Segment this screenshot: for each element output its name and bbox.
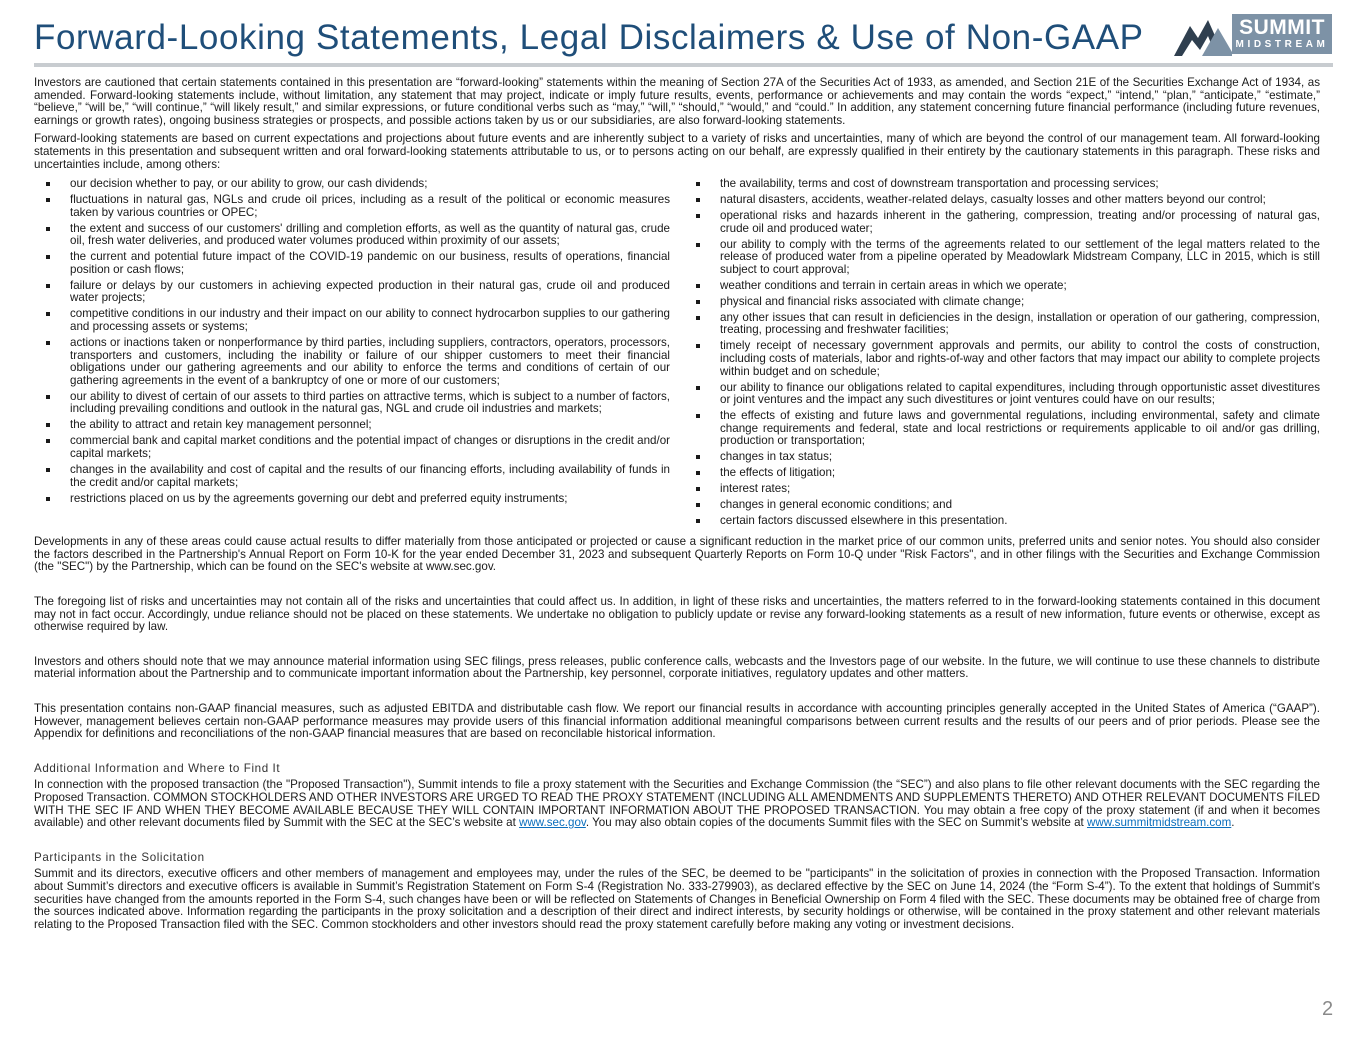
risk-list-caveat-paragraph: The foregoing list of risks and uncertainties may not contain all of the risks and uncertainties that could affect us. In addition, in light of these risks and uncertainties, the matters referred to in the forward-looking statements contained in this document may not in fact occur. Accordingly, undue reliance should not be placed on these statements. We undertake no obligation to publicly update or revise any forward-looking statements as a result of new information, future events or otherwise, except as otherwise required by law.: [34, 595, 1320, 634]
risk-item: changes in the availability and cost of capital and the results of our financing efforts, including availability of funds in the credit and/or capital markets;: [34, 464, 670, 489]
header-divider: [34, 63, 1333, 67]
risk-item: fluctuations in natural gas, NGLs and crude oil prices, including as a result of the political or economic measures taken by various countries or OPEC;: [34, 194, 670, 219]
risk-item: commercial bank and capital market conditions and the potential impact of changes or disruptions in the credit and/or capital markets;: [34, 435, 670, 460]
risk-item: operational risks and hazards inherent in the gathering, compression, treating and/or processing of natural gas, crude oil and produced water;: [684, 210, 1320, 235]
risk-item: interest rates;: [684, 483, 1320, 496]
closing-sections: [34, 536, 1320, 931]
developments-paragraph: Developments in any of these areas could cause actual results to differ materially from those anticipated or projected or cause a significant reduction in the market price of our common units, preferred units and senior notes. You should also consider the factors described in the Partnership's Annual Report on Form 10-K for the year ended December 31, 2023 and subsequent Quarterly Reports on Form 10-Q under "Risk Factors", and in other filings with the Securities and Exchange Commission (the "SEC") by the Partnership, which can be found on the SEC's website at www.sec.gov.: [34, 535, 1320, 574]
risk-item: physical and financial risks associated with climate change;: [684, 296, 1320, 309]
intro-paragraph: Forward-looking statements are based on current expectations and projections about future events and are inherently subject to a variety of risks and uncertainties, many of which are beyond the control of our management team. All forward-looking statements in this presentation and subsequent written and oral forward-looking statements attributable to us, or to persons acting on our behalf, are expressly qualified in their entirety by the cautionary statements in this paragraph. These risks and uncertainties include, among others:: [34, 132, 1320, 171]
non-gaap-paragraph: This presentation contains non-GAAP financial measures, such as adjusted EBITDA and distributable cash flow. We report our financial results in accordance with accounting principles generally accepted in the United States of America (“GAAP”). However, management believes certain non-GAAP performance measures may provide users of this financial information additional meaningful comparisons between current results and the results of our peers and of prior periods. Please see the Appendix for definitions and reconciliations of the non-GAAP financial measures that are based on reconcilable historical information.: [34, 702, 1320, 741]
summit-website-link[interactable]: www.summitmidstream.com: [1086, 816, 1232, 830]
risk-item: changes in general economic conditions; and: [684, 499, 1320, 512]
risk-item: any other issues that can result in deficiencies in the design, installation or operation of our gathering, compression, treating, processing and freshwater facilities;: [684, 312, 1320, 337]
sec-website-link[interactable]: www.sec.gov: [519, 816, 586, 830]
logo-name: SUMMIT: [1239, 16, 1325, 39]
risk-item: changes in tax status;: [684, 451, 1320, 464]
additional-info-paragraph: In connection with the proposed transaction (the "Proposed Transaction"), Summit intends to file a proxy statement with the Securities and Exchange Commission (the “SEC”) and also plans to file other relevant documents with the SEC regarding the Proposed Transaction. COMMON STOCKHOLDERS AND OTHER INVESTORS ARE URGED TO READ THE PROXY STATEMENT (INCLUDING ALL AMENDMENTS AND SUPPLEMENTS THERETO) AND OTHER RELEVANT DOCUMENTS FILED WITH THE SEC IF AND WHEN THEY BECOME AVAILABLE BECAUSE THEY WILL CONTAIN IMPORTANT INFORMATION ABOUT THE PROPOSED TRANSACTION. You may obtain a free copy of the proxy statement (if and when it becomes available) and other relevant documents filed by Summit with the SEC at the SEC’s website at www.sec.gov. You may also obtain copies of the documents Summit files with the SEC on Summit’s website at www.summitmidstream.com.: [34, 778, 1320, 830]
risk-list-right: [684, 178, 1320, 531]
page-title: Forward-Looking Statements, Legal Disclaimers & Use of Non-GAAP: [34, 18, 1144, 57]
risk-item: restrictions placed on us by the agreements governing our debt and preferred equity instruments;: [34, 493, 670, 506]
risk-item: timely receipt of necessary government approvals and permits, our ability to control the costs of construction, including costs of materials, labor and rights-of-way and other factors that may impact our ability to complete projects within budget and on schedule;: [684, 340, 1320, 378]
risk-item: our ability to finance our obligations related to capital expenditures, including through opportunistic asset divestitures or joint ventures and the impact any such divestitures or joint ventures could have on our results;: [684, 382, 1320, 407]
risk-item: the effects of litigation;: [684, 467, 1320, 480]
risk-item: the extent and success of our customers' drilling and completion efforts, as well as the quantity of natural gas, crude oil, fresh water deliveries, and produced water volumes produced within proximity of our assets;: [34, 223, 670, 248]
risk-list-left: [34, 178, 670, 531]
risk-item: our ability to comply with the terms of the agreements related to our settlement of the legal matters related to the release of produced water from a pipeline operated by Meadowlark Midstream Company, LLC in 2015, which is still subject to court approval;: [684, 239, 1320, 277]
risk-item: competitive conditions in our industry and their impact on our ability to connect hydrocarbon supplies to our gathering and processing assets or systems;: [34, 308, 670, 333]
risk-item: the ability to attract and retain key management personnel;: [34, 419, 670, 432]
risk-item: the availability, terms and cost of downstream transportation and processing services;: [684, 178, 1320, 191]
investor-channels-paragraph: Investors and others should note that we may announce material information using SEC filings, press releases, public conference calls, webcasts and the Investors page of our website. In the future, we will continue to use these channels to distribute material information about the Partnership and to communicate important information about the Partnership, key personnel, corporate initiatives, regulatory updates and other matters.: [34, 654, 1320, 681]
risk-item: the effects of existing and future laws and governmental regulations, including environmental, safety and climate change requirements and federal, state and local restrictions or requirements applicable to oil and/or gas drilling, production or transportation;: [684, 410, 1320, 448]
risk-item: our decision whether to pay, or our ability to grow, our cash dividends;: [34, 178, 670, 191]
risk-item: the current and potential future impact of the COVID-19 pandemic on our business, results of operations, financial position or cash flows;: [34, 251, 670, 276]
risk-item: failure or delays by our customers in achieving expected production in their natural gas, crude oil and produced water projects;: [34, 280, 670, 305]
risk-item: certain factors discussed elsewhere in this presentation.: [684, 515, 1320, 528]
additional-info-heading: Additional Information and Where to Find It: [34, 761, 281, 775]
risk-item: actions or inactions taken or nonperformance by third parties, including suppliers, contractors, operators, processors, transporters and customers, including the inability or failure of our shipper customers to meet their financial obligations under our gathering agreements and our ability to enforce the terms and conditions of certain of our gathering agreements in the event of a bankruptcy of one or more of our customers;: [34, 337, 670, 387]
page-number: 2: [1322, 998, 1334, 1020]
participants-paragraph: Summit and its directors, executive officers and other members of management and employees may, under the rules of the SEC, be deemed to be "participants" in the solicitation of proxies in connection with the Proposed Transaction. Information about Summit’s directors and executive officers is available in Summit’s Registration Statement on Form S-4 (Registration No. 333-279903), as declared effective by the SEC on June 14, 2024 (the “Form S-4”). To the extent that holdings of Summit's securities have changed from the amounts reported in the Form S-4, such changes have been or will be reflected on Statements of Changes in Beneficial Ownership on Form 4 filed with the SEC. These documents may be obtained free of charge from the sources indicated above. Information regarding the participants in the proxy solicitation and a description of their direct and indirect interests, by security holdings or otherwise, will be contained in the proxy statement and other relevant materials relating to the Proposed Transaction filed with the SEC. Common stockholders and other investors should read the proxy statement carefully before making any voting or investment decisions.: [34, 867, 1320, 931]
intro-paragraph: Investors are cautioned that certain statements contained in this presentation are “forward-looking” statements within the meaning of Section 27A of the Securities Act of 1933, as amended, and Section 21E of the Securities Exchange Act of 1934, as amended. Forward-looking statements include, without limitation, any statement that may project, indicate or imply future results, events, performance or achievements and may contain the words “expect,” “intend,” “plan,” “anticipate,” “estimate,” “believe,” “will be,” “will continue,” “will likely result,” and similar expressions, or future conditional verbs such as “may,” “will,” “should,” “would,” and “could.” In addition, any statement concerning future financial performance (including future revenues, earnings or growth rates), ongoing business strategies or prospects, and possible actions taken by us or our subsidiaries, are also forward-looking statements.: [34, 76, 1320, 127]
risk-item: natural disasters, accidents, weather-related delays, casualty losses and other matters beyond our control;: [684, 194, 1320, 207]
participants-heading: Participants in the Solicitation: [34, 850, 205, 864]
logo-subtitle: MIDSTREAM: [1235, 39, 1329, 50]
company-logo: [1172, 12, 1334, 58]
risk-item: our ability to divest of certain of our assets to third parties on attractive terms, which is subject to a number of factors, including prevailing conditions and outlook in the natural gas, NGL and crude oil industries and markets;: [34, 391, 670, 416]
risk-factor-columns: [34, 178, 1320, 531]
disclaimer-body: [34, 77, 1320, 937]
risk-item: weather conditions and terrain in certain areas in which we operate;: [684, 280, 1320, 293]
